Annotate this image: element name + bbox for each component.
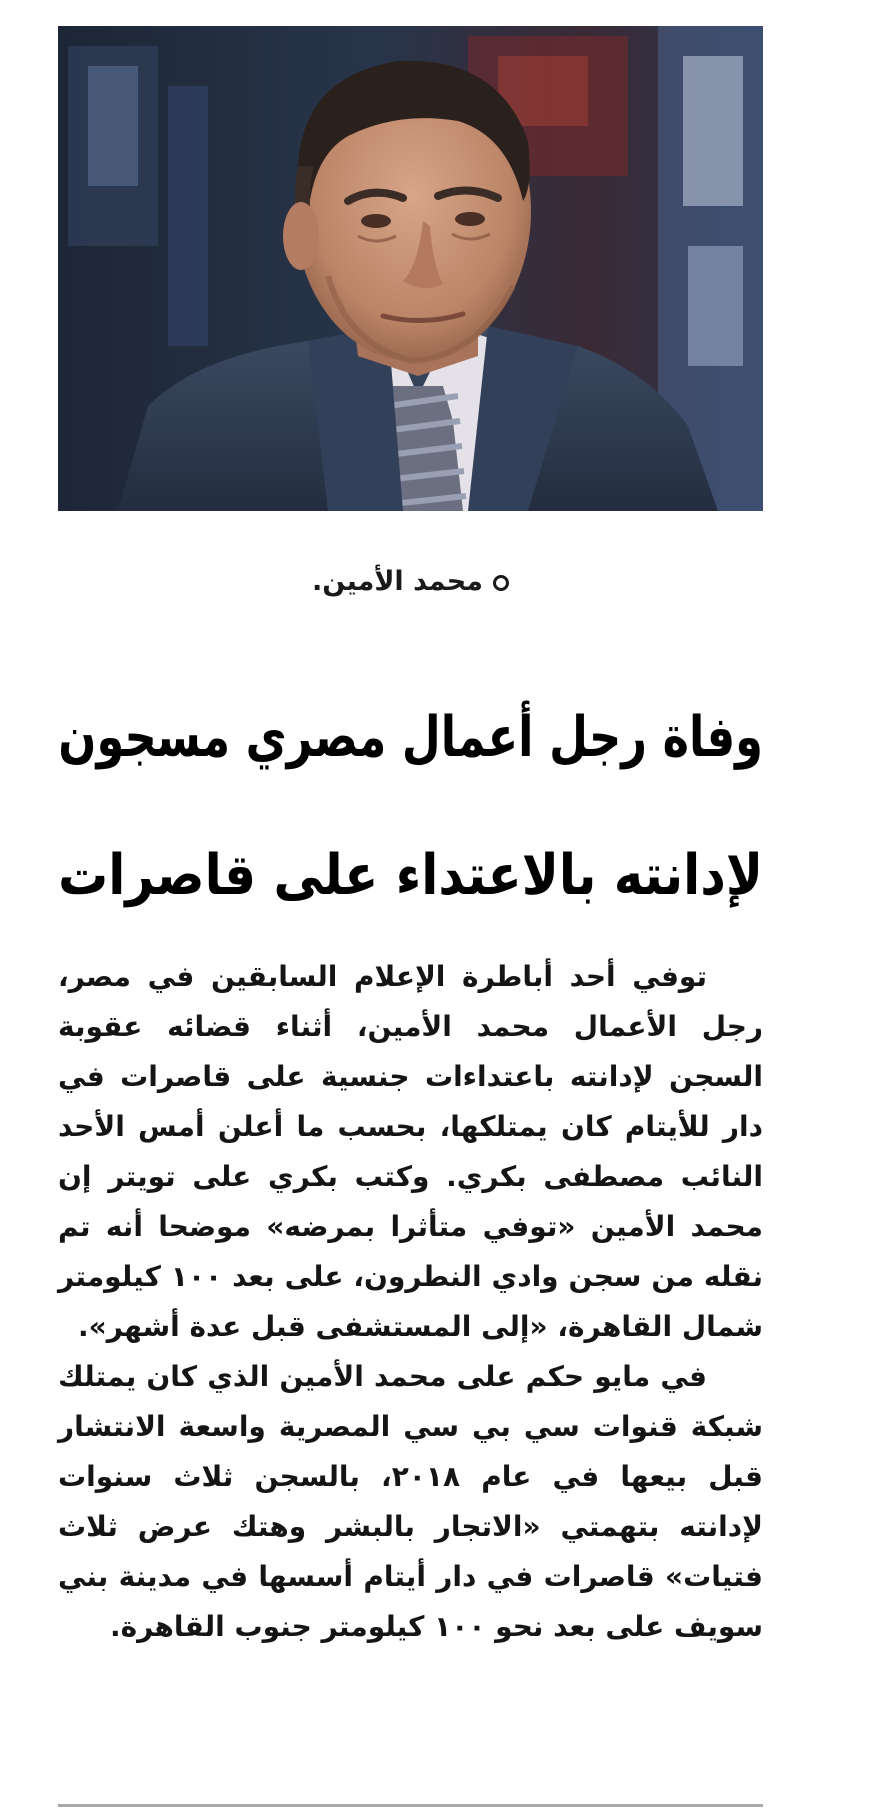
- article-headline: [58, 704, 764, 986]
- photo-caption: [58, 562, 763, 602]
- article-body: [58, 952, 763, 1652]
- caption-text: محمد الأمين.: [312, 566, 483, 597]
- article-paragraph-2: في مايو حكم على محمد الأمين الذي كان يمتلك شبكة قنوات سي بي سي المصرية واسعة الانتشار قبل بيعها في عام ٢٠١٨، بالسجن ثلاث سنوات لإدانته بتهمتي «الاتجار بالبشر وهتك عرض ثلاث فتيات» قاصرات في دار أيتام أسسها في مدينة بني سويف على بعد نحو ١٠٠ كيلومتر جنوب القاهرة.: [58, 1360, 763, 1643]
- headline-line-1: وفاة رجل أعمال مصري مسجون: [58, 704, 764, 770]
- circle-bullet-icon: [493, 575, 509, 591]
- bottom-divider: [58, 1804, 763, 1807]
- article-paragraph-1: توفي أحد أباطرة الإعلام السابقين في مصر، رجل الأعمال محمد الأمين، أثناء قضائه عقوبة السجن لإدانته باعتداءات جنسية على قاصرات في دار للأيتام كان يمتلكها، بحسب ما أعلن أمس الأحد النائب مصطفى بكري. وكتب بكري على تويتر إن محمد الأمين «توفي متأثرا بمرضه» موضحا أنه تم نقله من سجن وادي النطرون، على بعد ١٠٠ كيلومتر شمال القاهرة، «إلى المستشفى قبل عدة أشهر».: [58, 960, 763, 1343]
- headline-line-2: لإدانته بالاعتداء على قاصرات: [58, 842, 763, 908]
- portrait-illustration: [58, 26, 763, 511]
- portrait-photo: [58, 26, 763, 511]
